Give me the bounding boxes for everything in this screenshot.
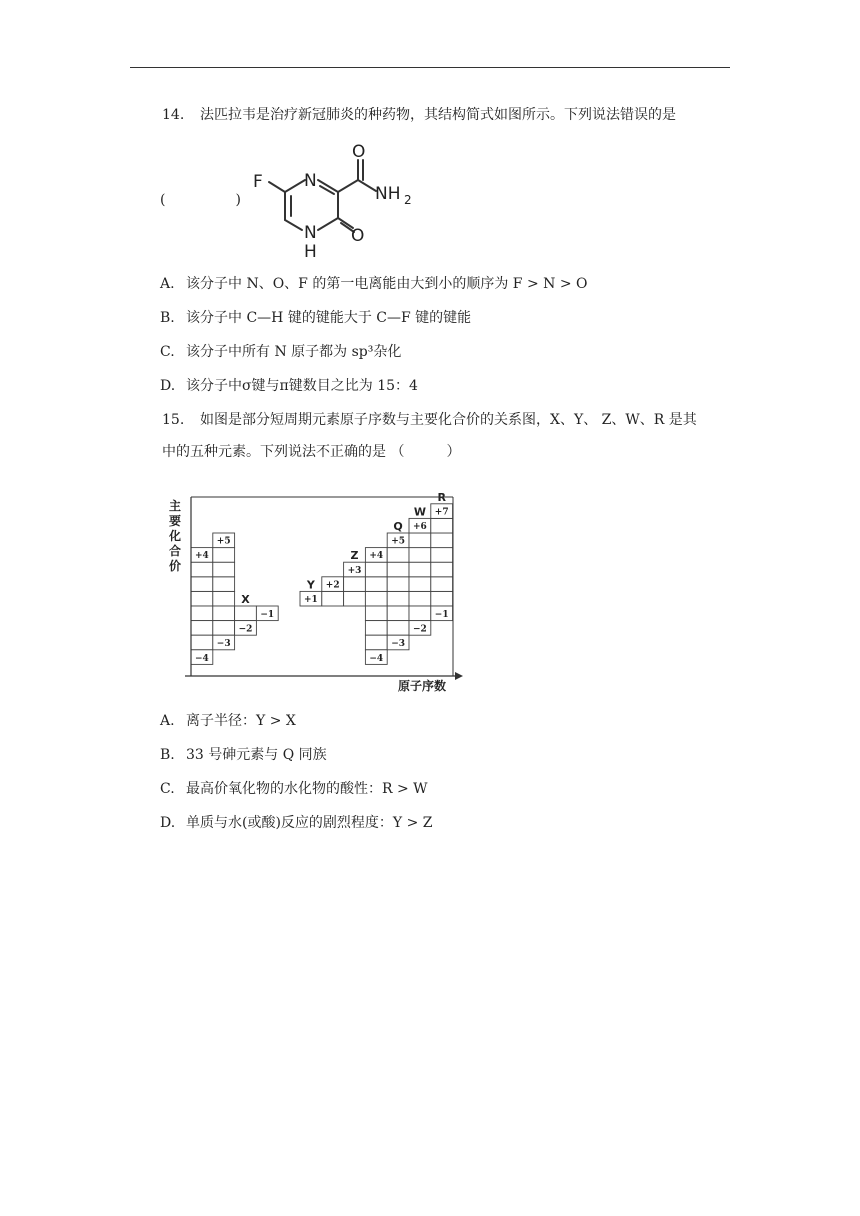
- y-axis-label-char: 合: [169, 544, 182, 558]
- favipiravir-structure: [250, 140, 420, 265]
- positive-cell: [191, 591, 213, 606]
- positive-cell: [409, 548, 431, 563]
- negative-cell: [365, 621, 387, 636]
- positive-cell: [191, 562, 213, 577]
- positive-valence-label: +5: [216, 536, 231, 547]
- positive-cell: [365, 591, 387, 606]
- positive-valence-label: +3: [347, 565, 362, 576]
- positive-cell: [409, 577, 431, 592]
- negative-cell: [191, 606, 213, 621]
- negative-cell: [409, 606, 431, 621]
- positive-valence-label: +2: [325, 580, 340, 591]
- positive-cell: [431, 548, 453, 563]
- positive-cell: [409, 562, 431, 577]
- y-axis-label: [168, 498, 181, 573]
- positive-cell: [344, 577, 366, 592]
- option-d: D. 该分子中σ键与π键数目之比为 15：4: [160, 378, 418, 394]
- atom-h: H: [304, 242, 317, 262]
- negative-cell: [213, 621, 235, 636]
- element-label: Z: [350, 549, 359, 563]
- positive-cell: [365, 577, 387, 592]
- positive-cell: [387, 591, 409, 606]
- negative-cell: [213, 606, 235, 621]
- question-number: 14.: [162, 107, 185, 123]
- negative-cell: [387, 606, 409, 621]
- positive-cell: [213, 577, 235, 592]
- question-15-stem: [162, 410, 697, 430]
- negative-cell: [365, 606, 387, 621]
- question-number: 15.: [162, 412, 185, 428]
- negative-valence-label: −1: [260, 610, 275, 620]
- negative-valence-label: −2: [412, 624, 427, 635]
- x-axis-arrow-icon: [455, 672, 463, 680]
- negative-valence-label: −4: [194, 653, 209, 664]
- positive-cell: [322, 591, 344, 606]
- option-a: A. 离子半径：Y > X: [160, 713, 296, 729]
- positive-cell: [365, 562, 387, 577]
- atom-nh: NH: [375, 184, 401, 204]
- atom-o-ring: O: [351, 226, 365, 246]
- question-text: 如图是部分短周期元素原子序数与主要化合价的关系图，X、Y、 Z、W、R 是其: [200, 412, 697, 428]
- option-d: D. 单质与水(或酸)反应的剧烈程度：Y > Z: [160, 815, 433, 831]
- negative-cell: [191, 635, 213, 650]
- y-axis-label-char: 价: [169, 559, 182, 573]
- positive-cell: [431, 518, 453, 533]
- option-b: B. 33 号砷元素与 Q 同族: [160, 747, 327, 763]
- y-axis-label-char: 要: [169, 514, 182, 528]
- element-label: R: [437, 492, 446, 504]
- positive-valence-label: +4: [369, 551, 384, 562]
- positive-cell: [409, 533, 431, 548]
- positive-cell: [213, 591, 235, 606]
- positive-cell: [191, 577, 213, 592]
- header-rule: [130, 67, 730, 68]
- negative-cell: [387, 621, 409, 636]
- positive-cell: [431, 577, 453, 592]
- positive-cell: [387, 548, 409, 563]
- positive-cell: [344, 591, 366, 606]
- element-label: X: [241, 593, 250, 606]
- option-b: B. 该分子中 C—H 键的键能大于 C—F 键的键能: [160, 310, 472, 326]
- atom-subscript: 2: [404, 193, 412, 207]
- element-label: Q: [393, 520, 403, 533]
- element-label: W: [413, 505, 426, 519]
- option-a: A. 该分子中 N、O、F 的第一电离能由大到小的顺序为 F > N > O: [160, 276, 588, 292]
- positive-valence-label: +7: [434, 507, 449, 518]
- option-c: C. 该分子中所有 N 原子都为 sp³杂化: [160, 344, 402, 360]
- y-axis-label-char: 化: [169, 529, 182, 543]
- positive-cell: [431, 533, 453, 548]
- positive-cell: [213, 548, 235, 563]
- question-text: 法匹拉韦是治疗新冠肺炎的种药物，其结构简式如图所示。下列说法错误的是: [200, 107, 676, 123]
- atom-n: N: [304, 171, 317, 191]
- atom-f: F: [253, 172, 263, 192]
- positive-cell: [431, 562, 453, 577]
- positive-cell: [213, 562, 235, 577]
- atom-o: O: [352, 142, 366, 162]
- x-axis-label: 原子序数: [398, 679, 447, 693]
- valence-chart: [165, 492, 470, 697]
- question-15-stem-line2: 中的五种元素。下列说法不正确的是 （ ）: [162, 444, 461, 460]
- element-label: Y: [306, 578, 315, 592]
- negative-valence-label: −3: [391, 639, 406, 650]
- positive-valence-label: +6: [412, 522, 427, 532]
- negative-cell: [365, 635, 387, 650]
- positive-valence-label: +1: [303, 595, 318, 605]
- negative-cell: [235, 606, 257, 621]
- positive-cell: [409, 591, 431, 606]
- answer-paren: ( ): [160, 192, 241, 208]
- negative-valence-label: −2: [238, 624, 253, 635]
- question-14-stem: [162, 105, 676, 125]
- positive-valence-label: +5: [391, 536, 406, 547]
- negative-cell: [191, 621, 213, 636]
- positive-cell: [387, 577, 409, 592]
- positive-valence-label: +4: [194, 551, 209, 562]
- positive-cell: [387, 562, 409, 577]
- atom-n-ring: N: [304, 223, 317, 243]
- option-c: C. 最高价氧化物的水化物的酸性：R > W: [160, 781, 428, 797]
- negative-valence-label: −1: [434, 610, 449, 620]
- y-axis-label-char: 主: [169, 499, 182, 513]
- negative-valence-label: −3: [216, 639, 231, 650]
- positive-cell: [431, 591, 453, 606]
- negative-valence-label: −4: [369, 653, 384, 664]
